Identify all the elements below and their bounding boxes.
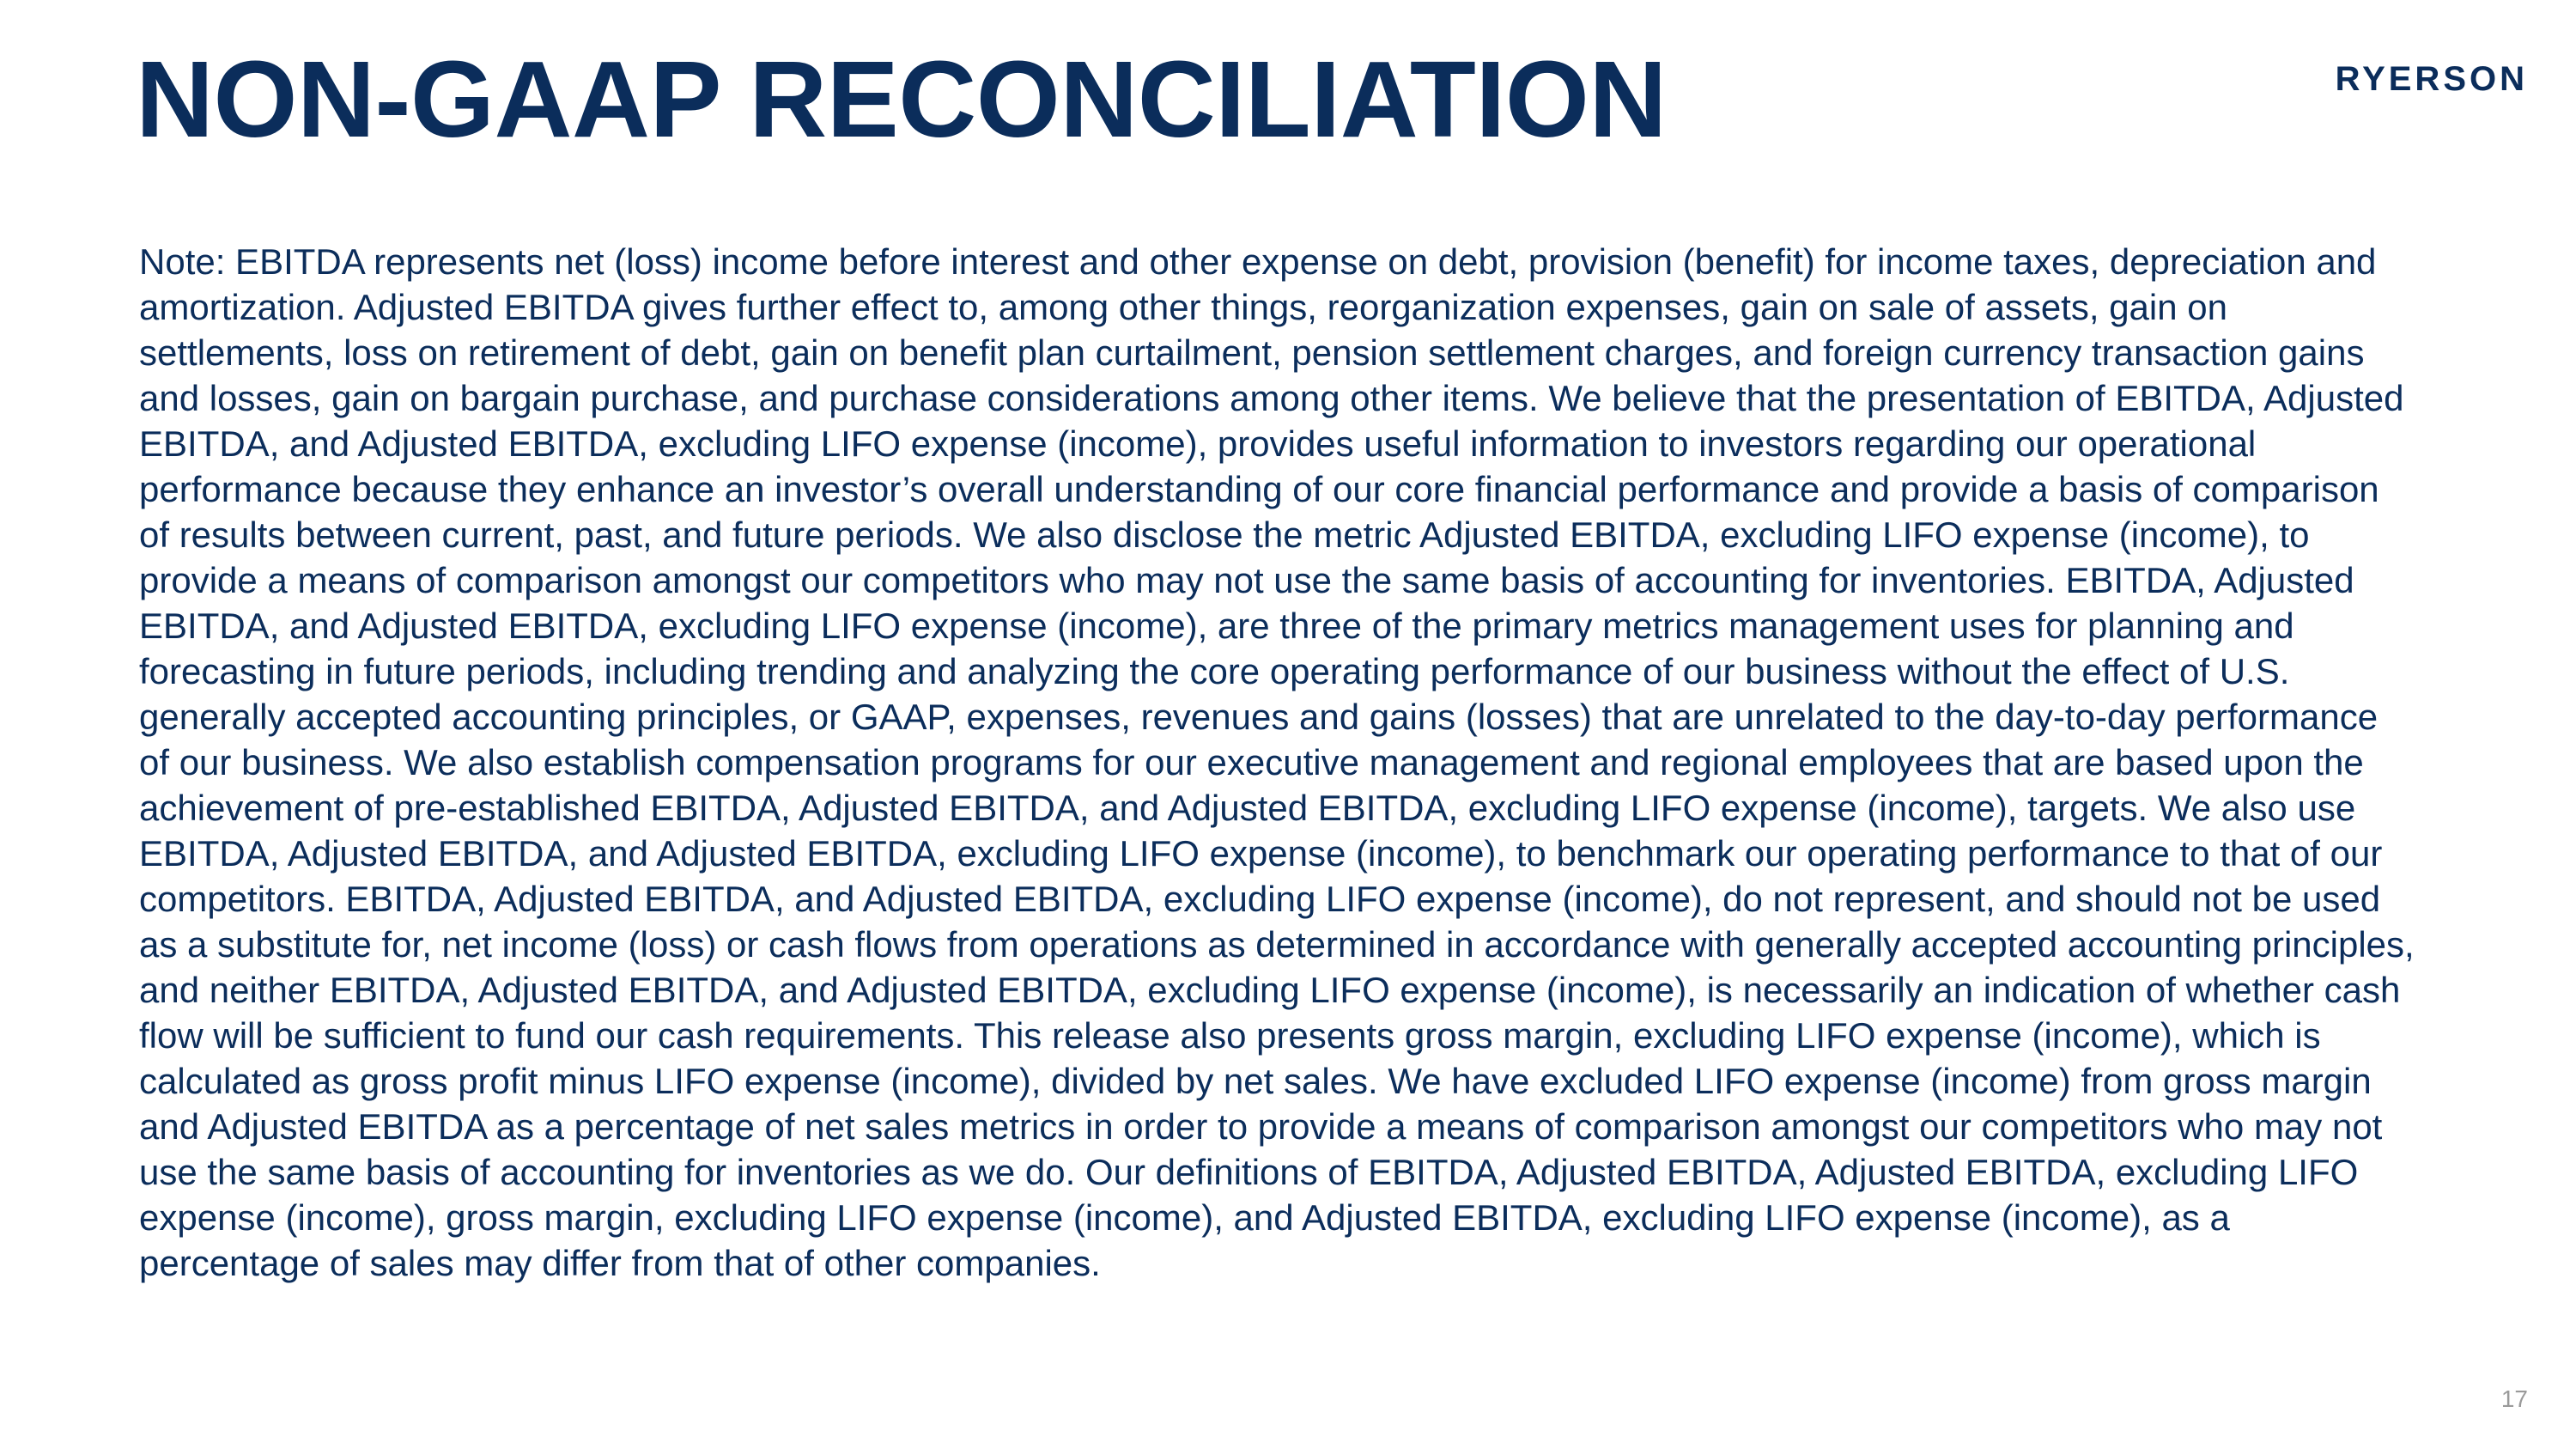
- note-line: performance because they enhance an investor’s overall understanding of our core financial performance and provide a basis of comparison: [139, 469, 2379, 509]
- page-number: 17: [2500, 1385, 2528, 1412]
- note-line: achievement of pre-established EBITDA, Adjusted EBITDA, and Adjusted EBITDA, excluding LIFO expense (income), targets. We also use: [139, 788, 2356, 828]
- note-line: and Adjusted EBITDA as a percentage of net sales metrics in order to provide a means of comparison amongst our competitors who may not: [139, 1106, 2383, 1147]
- note-line: as a substitute for, net income (loss) or cash flows from operations as determined in accordance with generally accepted accounting principles,: [139, 924, 2415, 965]
- note-line: competitors. EBITDA, Adjusted EBITDA, and Adjusted EBITDA, excluding LIFO expense (income), do not represent, and should not be used: [139, 879, 2381, 919]
- page-title: NON-GAAP RECONCILIATION: [136, 39, 1667, 160]
- ryerson-logo: RYERSON: [2335, 60, 2528, 98]
- note-line: calculated as gross profit minus LIFO expense (income), divided by net sales. We have excluded LIFO expense (income) from gross margin: [139, 1061, 2372, 1101]
- note-line: amortization. Adjusted EBITDA gives further effect to, among other things, reorganization expenses, gain on sale of assets, gain on: [139, 287, 2227, 327]
- note-line: provide a means of comparison amongst our competitors who may not use the same basis of accounting for inventories. EBITDA, Adjusted: [139, 560, 2354, 600]
- note-line: percentage of sales may differ from that of other companies.: [139, 1243, 1101, 1283]
- note-line: settlements, loss on retirement of debt, gain on benefit plan curtailment, pension settlement charges, and foreign currency transaction gains: [139, 332, 2365, 373]
- note-line: Note: EBITDA represents net (loss) income before interest and other expense on debt, provision (benefit) for income taxes, depreciation and: [139, 241, 2377, 282]
- note-line: EBITDA, and Adjusted EBITDA, excluding LIFO expense (income), are three of the primary metrics management uses for planning and: [139, 606, 2294, 646]
- note-line: use the same basis of accounting for inventories as we do. Our definitions of EBITDA, Adjusted EBITDA, Adjusted EBITDA, excluding LIFO: [139, 1152, 2359, 1192]
- note-line: and losses, gain on bargain purchase, and purchase considerations among other items. We believe that the presentation of EBITDA, Adjusted: [139, 378, 2404, 418]
- note-line: flow will be sufficient to fund our cash requirements. This release also presents gross margin, excluding LIFO expense (income), which is: [139, 1015, 2321, 1056]
- note-line: expense (income), gross margin, excluding LIFO expense (income), and Adjusted EBITDA, excluding LIFO expense (income), as a: [139, 1197, 2230, 1238]
- note-line: and neither EBITDA, Adjusted EBITDA, and Adjusted EBITDA, excluding LIFO expense (income), is necessarily an indication of whether cash: [139, 970, 2401, 1010]
- note-line: of our business. We also establish compensation programs for our executive management and regional employees that are based upon the: [139, 742, 2364, 782]
- note-line: generally accepted accounting principles, or GAAP, expenses, revenues and gains (losses) that are unrelated to the day-to-day performance: [139, 697, 2379, 737]
- note-line: forecasting in future periods, including trending and analyzing the core operating performance of our business without the effect of U.S.: [139, 651, 2290, 691]
- note-paragraph: [139, 239, 2543, 1286]
- note-line: of results between current, past, and future periods. We also disclose the metric Adjusted EBITDA, excluding LIFO expense (income), to: [139, 514, 2310, 555]
- note-line: EBITDA, Adjusted EBITDA, and Adjusted EBITDA, excluding LIFO expense (income), to benchmark our operating performance to that of our: [139, 833, 2383, 874]
- note-line: EBITDA, and Adjusted EBITDA, excluding LIFO expense (income), provides useful information to investors regarding our operational: [139, 423, 2257, 464]
